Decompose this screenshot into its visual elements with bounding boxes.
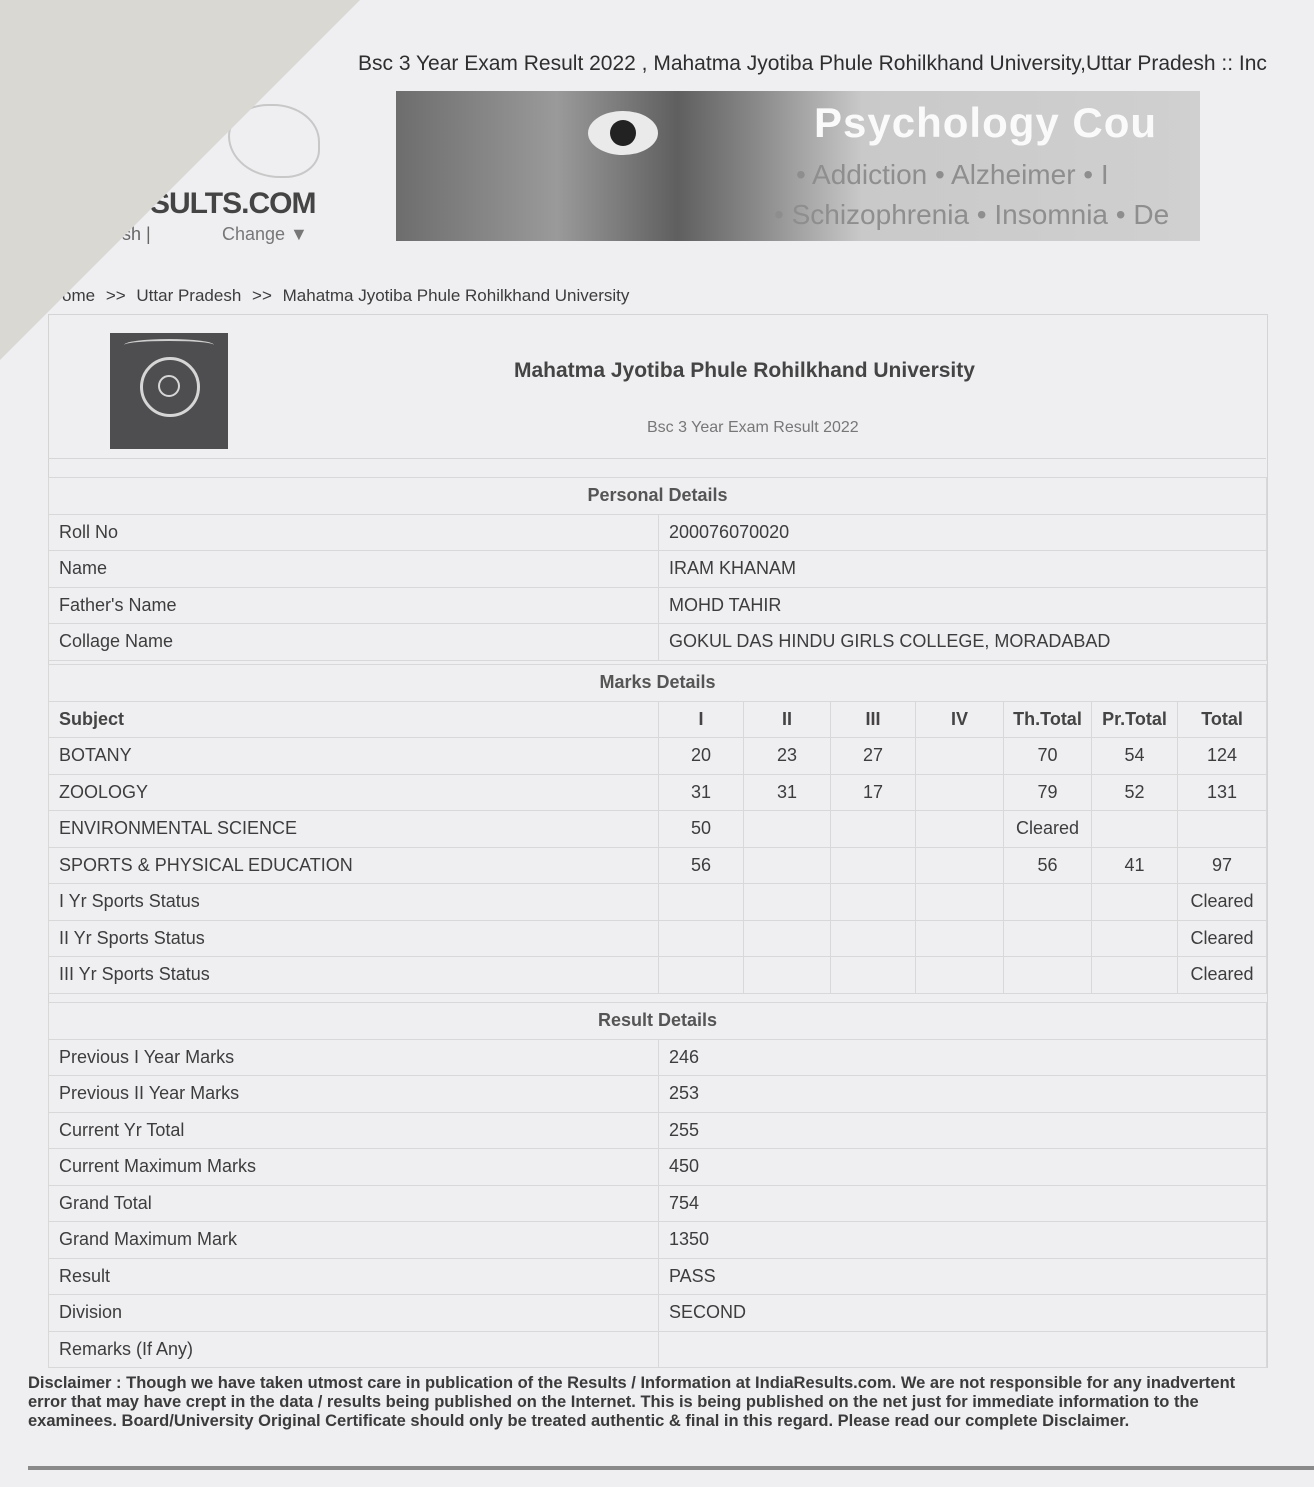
personal-details-body	[49, 478, 1267, 661]
subject-name: ENVIRONMENTAL SCIENCE	[49, 811, 659, 848]
marks-cell	[916, 957, 1004, 994]
marks-cell: 97	[1178, 847, 1267, 884]
field-label: Current Maximum Marks	[49, 1149, 659, 1186]
marks-cell	[744, 811, 831, 848]
marks-cell	[916, 811, 1004, 848]
field-value: PASS	[659, 1258, 1267, 1295]
marks-cell	[659, 957, 744, 994]
marks-cell: Cleared	[1178, 884, 1267, 921]
marks-cell	[659, 884, 744, 921]
page-title: Bsc 3 Year Exam Result 2022 , Mahatma Jyotiba Phule Rohilkhand University,Uttar Pradesh :: Inc	[358, 52, 1267, 75]
table-row	[49, 1039, 1267, 1076]
section-heading: Personal Details	[49, 478, 1267, 515]
folded-paper-corner	[0, 0, 360, 360]
column-header: Pr.Total	[1092, 701, 1178, 738]
eye-image	[588, 111, 658, 155]
field-value: GOKUL DAS HINDU GIRLS COLLEGE, MORADABAD	[659, 624, 1267, 661]
table-row	[49, 1076, 1267, 1113]
marks-cell: 20	[659, 738, 744, 775]
field-label: Division	[49, 1295, 659, 1332]
disclaimer-text: Disclaimer : Though we have taken utmost care in publication of the Results / Information at IndiaResults.com. We are not responsible for any inadvertent error that may have crept in the data / results being published on the Internet. This is being published on the net just for immediate information to the examinees. Board/University Original Certificate should only be treated authentic & final in this regard. Please read our complete Disclaimer.	[28, 1374, 1236, 1430]
university-name: Mahatma Jyotiba Phule Rohilkhand University	[514, 359, 975, 382]
column-header: II	[744, 701, 831, 738]
marks-cell	[744, 957, 831, 994]
breadcrumb-state[interactable]: Uttar Pradesh	[136, 286, 242, 305]
marks-cell	[831, 920, 916, 957]
column-header-row	[49, 701, 1267, 738]
marks-cell	[831, 884, 916, 921]
marks-cell: 27	[831, 738, 916, 775]
marks-cell: 56	[659, 847, 744, 884]
divider	[28, 1466, 1314, 1470]
marks-cell: 17	[831, 774, 916, 811]
breadcrumb-university[interactable]: Mahatma Jyotiba Phule Rohilkhand University	[282, 286, 630, 305]
field-label: Previous I Year Marks	[49, 1039, 659, 1076]
table-row	[49, 1222, 1267, 1259]
marks-cell: 124	[1178, 738, 1267, 775]
marks-cell	[744, 884, 831, 921]
marks-cell	[659, 920, 744, 957]
column-header: Subject	[49, 701, 659, 738]
marks-cell: 31	[659, 774, 744, 811]
marks-cell: 41	[1092, 847, 1178, 884]
region-label: esh |	[112, 224, 151, 244]
field-label: Remarks (If Any)	[49, 1331, 659, 1368]
marks-cell: 79	[1004, 774, 1092, 811]
table-row	[49, 1295, 1267, 1332]
change-region-link[interactable]: Change ▼	[222, 224, 308, 244]
marks-cell	[1092, 957, 1178, 994]
field-label: Roll No	[49, 514, 659, 551]
field-label: Name	[49, 551, 659, 588]
marks-cell	[1004, 957, 1092, 994]
marks-cell	[916, 774, 1004, 811]
breadcrumb-home[interactable]: ome	[62, 286, 96, 305]
personal-details-table	[48, 477, 1267, 661]
result-details-body	[49, 1003, 1267, 1368]
table-row	[49, 920, 1267, 957]
section-header-row	[49, 478, 1267, 515]
table-row	[49, 551, 1267, 588]
table-row	[49, 1149, 1267, 1186]
marks-cell	[1178, 811, 1267, 848]
marks-cell: 31	[744, 774, 831, 811]
table-row	[49, 957, 1267, 994]
subject-name: BOTANY	[49, 738, 659, 775]
marks-cell	[744, 920, 831, 957]
marks-details-table	[48, 664, 1267, 994]
table-row	[49, 514, 1267, 551]
field-value: IRAM KHANAM	[659, 551, 1267, 588]
marks-cell	[916, 884, 1004, 921]
subject-name: SPORTS & PHYSICAL EDUCATION	[49, 847, 659, 884]
table-row	[49, 1185, 1267, 1222]
field-value: 255	[659, 1112, 1267, 1149]
field-value: 754	[659, 1185, 1267, 1222]
table-row	[49, 624, 1267, 661]
field-value: SECOND	[659, 1295, 1267, 1332]
field-label: Collage Name	[49, 624, 659, 661]
field-value	[659, 1331, 1267, 1368]
table-row	[49, 884, 1267, 921]
column-header: I	[659, 701, 744, 738]
marks-cell: 56	[1004, 847, 1092, 884]
result-details-table	[48, 1002, 1267, 1368]
field-value: 1350	[659, 1222, 1267, 1259]
table-row	[49, 587, 1267, 624]
table-row	[49, 738, 1267, 775]
section-heading: Marks Details	[49, 665, 1267, 702]
field-label: Grand Total	[49, 1185, 659, 1222]
column-header: III	[831, 701, 916, 738]
field-label: Grand Maximum Mark	[49, 1222, 659, 1259]
marks-cell	[831, 811, 916, 848]
table-row	[49, 1331, 1267, 1368]
marks-cell: Cleared	[1178, 957, 1267, 994]
banner-line-1: • Addiction • Alzheimer • I	[796, 159, 1109, 190]
section-header-row	[49, 1003, 1267, 1040]
marks-cell	[744, 847, 831, 884]
field-value: 253	[659, 1076, 1267, 1113]
advertisement-banner[interactable]	[396, 91, 1200, 241]
marks-cell: 50	[659, 811, 744, 848]
table-row	[49, 774, 1267, 811]
marks-cell	[1092, 811, 1178, 848]
field-value: 200076070020	[659, 514, 1267, 551]
section-heading: Result Details	[49, 1003, 1267, 1040]
site-logo[interactable]: SULTS.COM	[150, 187, 316, 220]
banner-title: Psychology Cou	[814, 99, 1158, 146]
table-row	[49, 1112, 1267, 1149]
table-row	[49, 1258, 1267, 1295]
marks-cell	[1004, 920, 1092, 957]
subject-name: III Yr Sports Status	[49, 957, 659, 994]
table-row	[49, 847, 1267, 884]
column-header: Th.Total	[1004, 701, 1092, 738]
marks-cell	[1092, 884, 1178, 921]
marks-cell: 52	[1092, 774, 1178, 811]
marks-cell	[831, 957, 916, 994]
table-row	[49, 811, 1267, 848]
marks-cell	[916, 847, 1004, 884]
marks-cell: Cleared	[1004, 811, 1092, 848]
marks-cell: 131	[1178, 774, 1267, 811]
marks-cell: 70	[1004, 738, 1092, 775]
field-label: Result	[49, 1258, 659, 1295]
breadcrumb-separator: >>	[252, 286, 272, 305]
breadcrumb-separator: >>	[105, 286, 126, 305]
field-label: Father's Name	[49, 587, 659, 624]
divider	[48, 458, 1266, 459]
field-label: Previous II Year Marks	[49, 1076, 659, 1113]
marks-cell	[916, 920, 1004, 957]
marks-cell	[831, 847, 916, 884]
marks-cell	[1004, 884, 1092, 921]
field-value: MOHD TAHIR	[659, 587, 1267, 624]
marks-cell	[916, 738, 1004, 775]
field-value: 450	[659, 1149, 1267, 1186]
marks-cell	[1092, 920, 1178, 957]
marks-details-body	[49, 665, 1267, 994]
subject-name: I Yr Sports Status	[49, 884, 659, 921]
column-header: IV	[916, 701, 1004, 738]
field-value: 246	[659, 1039, 1267, 1076]
column-header: Total	[1178, 701, 1267, 738]
marks-cell: 23	[744, 738, 831, 775]
marks-cell: 54	[1092, 738, 1178, 775]
section-header-row	[49, 665, 1267, 702]
field-label: Current Yr Total	[49, 1112, 659, 1149]
subject-name: II Yr Sports Status	[49, 920, 659, 957]
subject-name: ZOOLOGY	[49, 774, 659, 811]
banner-line-2: • Schizophrenia • Insomnia • De	[774, 199, 1170, 230]
exam-name: Bsc 3 Year Exam Result 2022	[647, 419, 859, 436]
marks-cell: Cleared	[1178, 920, 1267, 957]
